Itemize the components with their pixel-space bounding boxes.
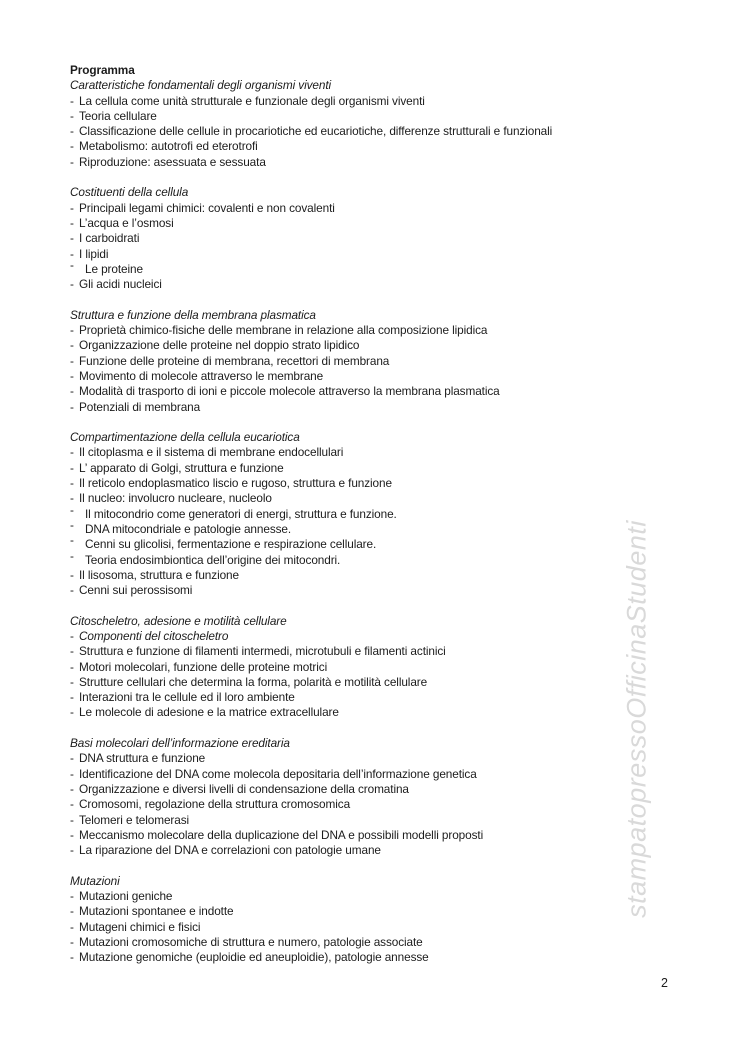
bullet-dash: - — [70, 690, 74, 705]
list-item — [70, 257, 630, 277]
list-item-text: Il nucleo: involucro nucleare, nucleolo — [79, 491, 272, 506]
bullet-dash: - — [70, 154, 74, 169]
list-item — [70, 139, 630, 154]
list-item — [70, 904, 630, 919]
list-item-text: Metabolismo: autotrofi ed eterotrofi — [79, 139, 258, 154]
list-item — [70, 828, 630, 843]
section-heading: Costituenti della cellula — [70, 185, 189, 200]
bullet-dash: - — [70, 368, 74, 383]
list-item-text: Modalità di trasporto di ioni e piccole molecole attraverso la membrana plasmatica — [79, 384, 500, 399]
list-item — [70, 583, 630, 598]
list-item-text: Le molecole di adesione e la matrice extracellulare — [79, 705, 339, 720]
list-item-text: Mutazione genomiche (euploidie ed aneuploidie), patologie annesse — [79, 950, 429, 965]
section-heading: Basi molecolari dell’informazione ereditaria — [70, 736, 290, 751]
bullet-dash: - — [70, 904, 74, 919]
bullet-dash: - — [70, 766, 74, 781]
bullet-dash: - — [70, 124, 74, 139]
list-item — [70, 124, 630, 139]
list-item-text: L’acqua e l’osmosi — [79, 215, 174, 230]
list-item — [70, 109, 630, 124]
list-item-text: Motori molecolari, funzione delle proteine motrici — [79, 659, 328, 674]
list-item — [70, 476, 630, 491]
program-section — [70, 614, 630, 721]
list-item-text: Il citoplasma e il sistema di membrane endocellulari — [79, 445, 344, 460]
bullet-dash: - — [70, 934, 74, 949]
list-item-text: DNA mitocondriale e patologie annesse. — [85, 521, 292, 536]
page-title: Programma — [70, 63, 135, 77]
list-item-text: Mutageni chimici e fisici — [79, 919, 201, 934]
bullet-dash: - — [70, 843, 74, 858]
list-item-text: Il lisosoma, struttura e funzione — [79, 567, 239, 582]
bullet-dash: - — [70, 384, 74, 399]
list-item-text: Il mitocondrio come generatori di energi, struttura e funzione. — [85, 506, 397, 521]
bullet-dash: - — [70, 812, 74, 827]
list-item — [70, 354, 630, 369]
list-item — [70, 751, 630, 766]
list-item-text: Mutazioni spontanee e indotte — [79, 904, 234, 919]
list-item-text: Le proteine — [85, 261, 143, 276]
bullet-dash: - — [70, 277, 74, 292]
program-section — [70, 736, 630, 858]
list-item-text: Organizzazione delle proteine nel doppio strato lipidico — [79, 338, 360, 353]
list-item-text: I carboidrati — [79, 231, 140, 246]
list-item-text: Identificazione del DNA come molecola depositaria dell’informazione genetica — [79, 766, 477, 781]
bullet-dash: - — [70, 257, 74, 272]
list-item — [70, 216, 630, 231]
list-item — [70, 445, 630, 460]
program-section — [70, 185, 630, 292]
list-item — [70, 461, 630, 476]
bullet-dash: - — [70, 659, 74, 674]
list-item — [70, 231, 630, 246]
list-item-text: Il reticolo endoplasmatico liscio e rugoso, struttura e funzione — [79, 476, 392, 491]
section-heading: Citoscheletro, adesione e motilità cellulare — [70, 613, 287, 628]
list-item — [70, 782, 630, 797]
section-heading: Struttura e funzione della membrana plasmatica — [70, 307, 316, 322]
bullet-dash: - — [70, 548, 74, 563]
list-item — [70, 247, 630, 262]
list-item-text: Cenni sui perossisomi — [79, 583, 193, 598]
list-item — [70, 502, 630, 522]
section-heading: Caratteristiche fondamentali degli organismi viventi — [70, 78, 332, 93]
bullet-dash: - — [70, 338, 74, 353]
bullet-dash: - — [70, 628, 74, 643]
list-item — [70, 920, 630, 935]
bullet-dash: - — [70, 827, 74, 842]
bullet-dash: - — [70, 797, 74, 812]
list-item-text: Classificazione delle cellule in procariotiche ed eucariotiche, differenze strutturali e funzionali — [79, 124, 553, 139]
list-item-text: Teoria endosimbiontica dell’origine dei mitocondri. — [85, 552, 341, 567]
list-item — [70, 400, 630, 415]
bullet-dash: - — [70, 502, 74, 517]
list-item — [70, 517, 630, 537]
list-item-text: Componenti del citoscheletro — [79, 628, 229, 643]
list-item-text: Strutture cellulari che determina la forma, polarità e motilità cellulare — [79, 674, 428, 689]
list-item — [70, 384, 630, 399]
list-item — [70, 548, 630, 568]
bullet-dash: - — [70, 919, 74, 934]
list-item-text: Mutazioni geniche — [79, 889, 173, 904]
list-item — [70, 813, 630, 828]
bullet-dash: - — [70, 353, 74, 368]
list-item-text: Principali legami chimici: covalenti e non covalenti — [79, 200, 335, 215]
list-item — [70, 843, 630, 858]
list-item — [70, 155, 630, 170]
bullet-dash: - — [70, 517, 74, 532]
list-item — [70, 950, 630, 965]
bullet-dash: - — [70, 246, 74, 261]
bullet-dash: - — [70, 200, 74, 215]
list-item-text: Cenni su glicolisi, fermentazione e respirazione cellulare. — [85, 537, 377, 552]
bullet-dash: - — [70, 231, 74, 246]
list-item-text: L’ apparato di Golgi, struttura e funzione — [79, 460, 284, 475]
section-heading: Mutazioni — [70, 873, 120, 888]
list-item — [70, 660, 630, 675]
list-item — [70, 323, 630, 338]
list-item-text: Telomeri e telomerasi — [79, 812, 190, 827]
list-item — [70, 533, 630, 552]
list-item — [70, 644, 630, 659]
bullet-dash: - — [70, 460, 74, 475]
list-item-text: Mutazioni cromosomiche di struttura e numero, patologie associate — [79, 934, 423, 949]
program-section — [70, 308, 630, 415]
bullet-dash: - — [70, 781, 74, 796]
list-item-text: La riparazione del DNA e correlazioni con patologie umane — [79, 843, 381, 858]
list-item-text: Interazioni tra le cellule ed il loro ambiente — [79, 690, 295, 705]
bullet-dash: - — [70, 93, 74, 108]
list-item — [70, 690, 630, 705]
list-item — [70, 369, 630, 384]
bullet-dash: - — [70, 583, 74, 598]
list-item-text: DNA struttura e funzione — [79, 751, 206, 766]
list-item — [70, 767, 630, 782]
list-item — [70, 201, 630, 216]
bullet-dash: - — [70, 950, 74, 965]
bullet-dash: - — [70, 215, 74, 230]
list-item-text: Potenziali di membrana — [79, 399, 201, 414]
list-item — [70, 568, 630, 583]
list-item-text: I lipidi — [79, 246, 109, 261]
page-number: 2 — [661, 976, 668, 990]
list-item — [70, 629, 630, 644]
bullet-dash: - — [70, 644, 74, 659]
list-item — [70, 935, 630, 950]
list-item-text: Teoria cellulare — [79, 108, 157, 123]
bullet-dash: - — [70, 533, 74, 548]
list-item-text: Meccanismo molecolare della duplicazione del DNA e possibili modelli proposti — [79, 827, 484, 842]
bullet-dash: - — [70, 491, 74, 506]
list-item-text: Struttura e funzione di filamenti intermedi, microtubuli e filamenti actinici — [79, 644, 446, 659]
list-item — [70, 675, 630, 690]
program-sections — [70, 78, 630, 965]
watermark: stampatopressoOfficinaStudenti — [621, 520, 652, 918]
list-item-text: Movimento di molecole attraverso le membrane — [79, 368, 324, 383]
list-item-text: La cellula come unità strutturale e funzionale degli organismi viventi — [79, 93, 425, 108]
program-section — [70, 78, 630, 170]
list-item-text: Cromosomi, regolazione della struttura cromosomica — [79, 797, 351, 812]
bullet-dash: - — [70, 751, 74, 766]
bullet-dash: - — [70, 476, 74, 491]
list-item-text: Organizzazione e diversi livelli di condensazione della cromatina — [79, 781, 409, 796]
bullet-dash: - — [70, 889, 74, 904]
list-item — [70, 338, 630, 353]
bullet-dash: - — [70, 399, 74, 414]
document-content — [70, 63, 630, 966]
list-item-text: Proprietà chimico-fisiche delle membrane in relazione alla composizione lipidica — [79, 323, 488, 338]
bullet-dash: - — [70, 674, 74, 689]
section-heading: Compartimentazione della cellula eucariotica — [70, 430, 300, 445]
list-item-text: Gli acidi nucleici — [79, 277, 162, 292]
list-item — [70, 491, 630, 506]
program-section — [70, 430, 630, 598]
program-section — [70, 874, 630, 966]
bullet-dash: - — [70, 567, 74, 582]
list-item — [70, 277, 630, 292]
bullet-dash: - — [70, 705, 74, 720]
bullet-dash: - — [70, 323, 74, 338]
bullet-dash: - — [70, 139, 74, 154]
list-item — [70, 94, 630, 109]
bullet-dash: - — [70, 108, 74, 123]
bullet-dash: - — [70, 445, 74, 460]
list-item — [70, 705, 630, 720]
list-item-text: Riproduzione: asessuata e sessuata — [79, 154, 266, 169]
list-item-text: Funzione delle proteine di membrana, recettori di membrana — [79, 353, 390, 368]
list-item — [70, 797, 630, 812]
list-item — [70, 889, 630, 904]
